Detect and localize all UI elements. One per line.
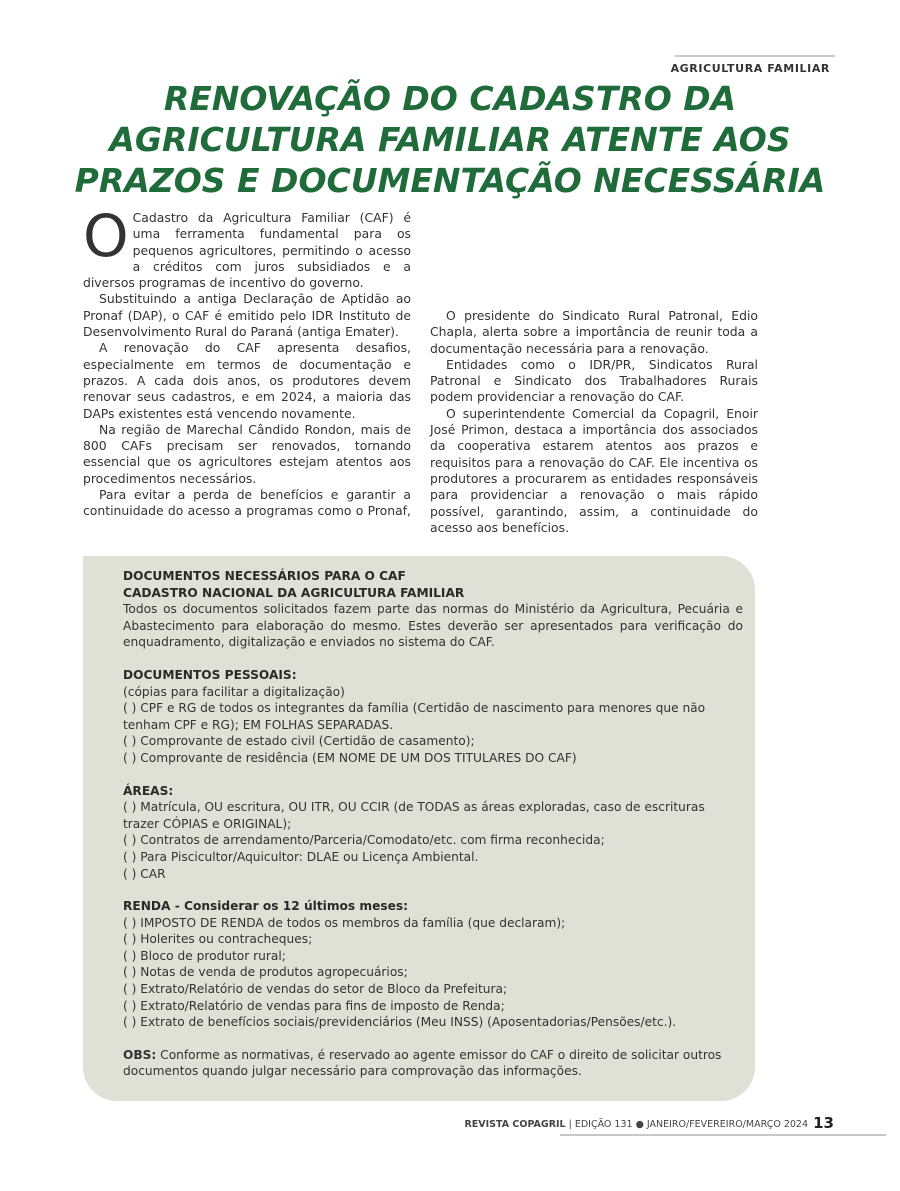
documents-box xyxy=(83,556,755,1101)
box-intro: Todos os documentos solicitados fazem parte das normas do Ministério da Agricultura, Pecuária e Abastecimento para elaboração do mesmo. Estes deverão ser apresentados para verificação do enquadramento, digitalização e enviados no sistema do CAF. xyxy=(123,602,743,650)
checklist-item: ( ) Notas de venda de produtos agropecuários; xyxy=(123,965,408,980)
checklist-item: (cópias para facilitar a digitalização) xyxy=(123,684,345,699)
article-paragraph: O Cadastro da Agricultura Familiar (CAF) é uma ferramenta fundamental para os pequenos agricultores, permitindo o acesso a créditos com juros subsidiados e a diversos programas de incentivo do governo. xyxy=(83,202,411,291)
drop-cap: O xyxy=(83,202,129,270)
checklist-item: ( ) Bloco de produtor rural; xyxy=(123,948,286,963)
obs-text: Conforme as normativas, é reservado ao agente emissor do CAF o direito de solicitar outros documentos quando julgar necessário para comprovação das informações. xyxy=(123,1047,722,1079)
magazine-name: REVISTA COPAGRIL xyxy=(464,1119,566,1130)
obs-label: OBS: xyxy=(123,1047,157,1062)
checklist-item: ( ) CPF e RG de todos os integrantes da família (Certidão de nascimento para menores que não tenham CPF e RG); EM FOLHAS SEPARADAS. xyxy=(123,701,706,732)
article-column-right xyxy=(430,210,758,536)
checklist-item: ( ) Para Piscicultor/Aquicultor: DLAE ou Licença Ambiental. xyxy=(123,849,479,864)
checklist-item: ( ) Comprovante de estado civil (Certidão de casamento); xyxy=(123,734,475,749)
section-label: AGRICULTURA FAMILIAR xyxy=(670,62,830,75)
checklist-item: ( ) Extrato/Relatório de vendas do setor de Bloco da Prefeitura; xyxy=(123,982,508,997)
article-column-left xyxy=(83,202,411,519)
checklist-item: ( ) Extrato de benefícios sociais/previdenciários (Meu INSS) (Aposentadorias/Pensões/etc.). xyxy=(123,1015,677,1030)
article-paragraph: Para evitar a perda de benefícios e garantir a continuidade do acesso a programas como o Pronaf, xyxy=(83,487,411,519)
article-paragraph-continued xyxy=(430,210,758,308)
article-paragraph: Substituindo a antiga Declaração de Aptidão ao Pronaf (DAP), o CAF é emitido pelo IDR Instituto de Desenvolvimento Rural do Paraná (antiga Emater). xyxy=(83,291,411,340)
top-rule xyxy=(675,55,835,57)
box-subheading: CADASTRO NACIONAL DA AGRICULTURA FAMILIAR xyxy=(123,585,465,600)
checklist-item: ( ) Holerites ou contracheques; xyxy=(123,932,313,947)
documents-box-content xyxy=(123,568,743,1080)
edition-info: | EDIÇÃO 131 ● JANEIRO/FEVEREIRO/MARÇO 2024 xyxy=(565,1119,808,1130)
checklist-item: ( ) IMPOSTO DE RENDA de todos os membros da família (que declaram); xyxy=(123,915,566,930)
article-paragraph: Na região de Marechal Cândido Rondon, mais de 800 CAFs precisam ser renovados, tornando essencial que os agricultores estejam atentos aos procedimentos necessários. xyxy=(83,421,411,486)
article-paragraph: O presidente do Sindicato Rural Patronal, Edio Chapla, alerta sobre a importância de reunir toda a documentação necessária para a renovação. xyxy=(430,308,758,356)
bottom-rule xyxy=(560,1134,886,1136)
obs-note xyxy=(123,1047,743,1080)
box-heading: DOCUMENTOS NECESSÁRIOS PARA O CAF xyxy=(123,569,406,583)
article-paragraph: A renovação do CAF apresenta desafios, especialmente em termos de documentação e prazos. A cada dois anos, os produtores devem renovar seus cadastros, e em 2024, a maioria das DAPs existentes está vencendo novamente. xyxy=(83,340,411,421)
title-line-1: RENOVAÇÃO DO CADASTRO DA xyxy=(163,79,737,118)
article-paragraph: Entidades como o IDR/PR, Sindicatos Rural Patronal e Sindicato dos Trabalhadores Rurais podem providenciar a renovação do CAF. xyxy=(430,356,758,405)
checklist-item: ( ) Contratos de arrendamento/Parceria/Comodato/etc. com firma reconhecida; xyxy=(123,833,605,848)
areas-title: ÁREAS: xyxy=(123,783,174,798)
title-line-2: AGRICULTURA FAMILIAR ATENTE AOS xyxy=(109,120,791,159)
checklist-item: ( ) Matrícula, OU escritura, OU ITR, OU CCIR (de TODAS as áreas exploradas, caso de escrituras trazer CÓPIAS e ORIGINAL); xyxy=(123,800,705,831)
income-title: RENDA - Considerar os 12 últimos meses: xyxy=(123,899,409,914)
personal-docs-title: DOCUMENTOS PESSOAIS: xyxy=(123,667,297,682)
page-number: 13 xyxy=(813,1114,834,1132)
article-paragraph: O superintendente Comercial da Copagril, Enoir José Primon, destaca a importância dos associados da cooperativa estarem atentos aos prazos e requisitos para a renovação do CAF. Ele incentiva os produtores a procurarem as entidades responsáveis para providenciar a renovação o mais rápido possível, garantindo, assim, a continuidade do acesso aos benefícios. xyxy=(430,405,758,535)
page-footer xyxy=(464,1119,808,1130)
checklist-item: ( ) Extrato/Relatório de vendas para fins de imposto de Renda; xyxy=(123,998,505,1013)
article-title xyxy=(40,78,860,201)
checklist-item: ( ) CAR xyxy=(123,866,166,881)
title-line-3: PRAZOS E DOCUMENTAÇÃO NECESSÁRIA xyxy=(74,161,826,200)
checklist-item: ( ) Comprovante de residência (EM NOME DE UM DOS TITULARES DO CAF) xyxy=(123,750,577,765)
